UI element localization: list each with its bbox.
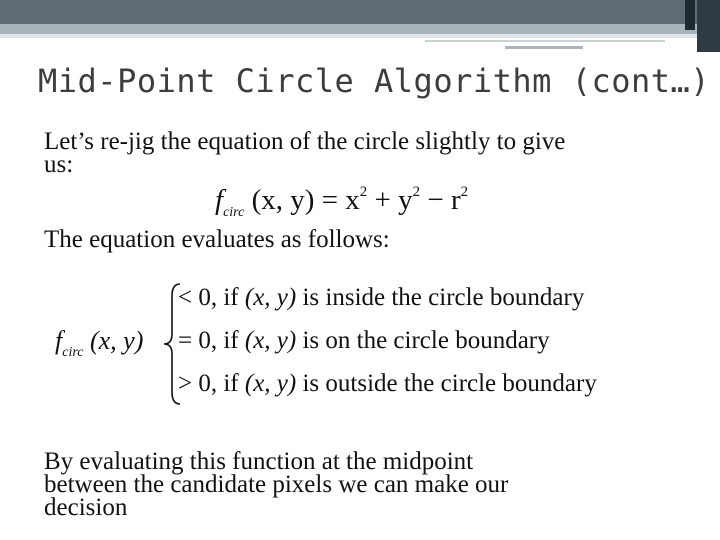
equation-f: f: [55, 326, 63, 355]
case-rest: is on the circle boundary: [296, 327, 550, 354]
paragraph-line: By evaluating this function at the midpoint: [44, 448, 474, 475]
circle-equation: [215, 184, 468, 221]
header-strip-light: [0, 34, 720, 38]
case-xy: (x, y): [244, 284, 297, 311]
case-on: [178, 327, 550, 355]
equation-body: (x, y) = x: [251, 184, 360, 216]
equation-f: f: [215, 184, 224, 216]
case-inside: [178, 284, 584, 312]
decor-line: [505, 46, 583, 49]
case-xy: (x, y): [244, 370, 297, 397]
equation-body: + y: [367, 184, 413, 216]
case-xy: (x, y): [244, 327, 297, 354]
paragraph-line: Let’s re-jig the equation of the circle slightly to give: [44, 128, 566, 155]
equation-exp: 2: [460, 184, 469, 200]
case-rel: = 0, if: [178, 327, 245, 354]
equation-sub: circ: [223, 205, 245, 220]
piecewise-lhs: [55, 326, 143, 361]
paragraph-line: us:: [44, 151, 74, 178]
equation-exp: 2: [412, 184, 421, 200]
decor-line: [425, 40, 665, 42]
paragraph-conclusion: [44, 450, 508, 519]
paragraph-line: between the candidate pixels we can make our: [44, 471, 509, 498]
case-rest: is inside the circle boundary: [296, 284, 585, 311]
equation-exp: 2: [359, 184, 368, 200]
equation-sub: circ: [62, 345, 84, 360]
equation-body: − r: [420, 184, 461, 216]
header-strip: [0, 24, 720, 34]
equation-args: (x, y): [89, 326, 144, 355]
case-rest: is outside the circle boundary: [296, 370, 597, 397]
paragraph-evaluates: The equation evaluates as follows:: [44, 226, 390, 253]
case-rel: > 0, if: [178, 370, 245, 397]
paragraph-line: decision: [44, 494, 128, 521]
case-rel: < 0, if: [178, 284, 245, 311]
paragraph-intro: [44, 130, 565, 176]
slide-title: Mid-Point Circle Algorithm (cont…): [38, 62, 711, 100]
header-bar: [0, 0, 720, 24]
case-outside: [178, 370, 597, 398]
corner-accent: [685, 0, 720, 52]
